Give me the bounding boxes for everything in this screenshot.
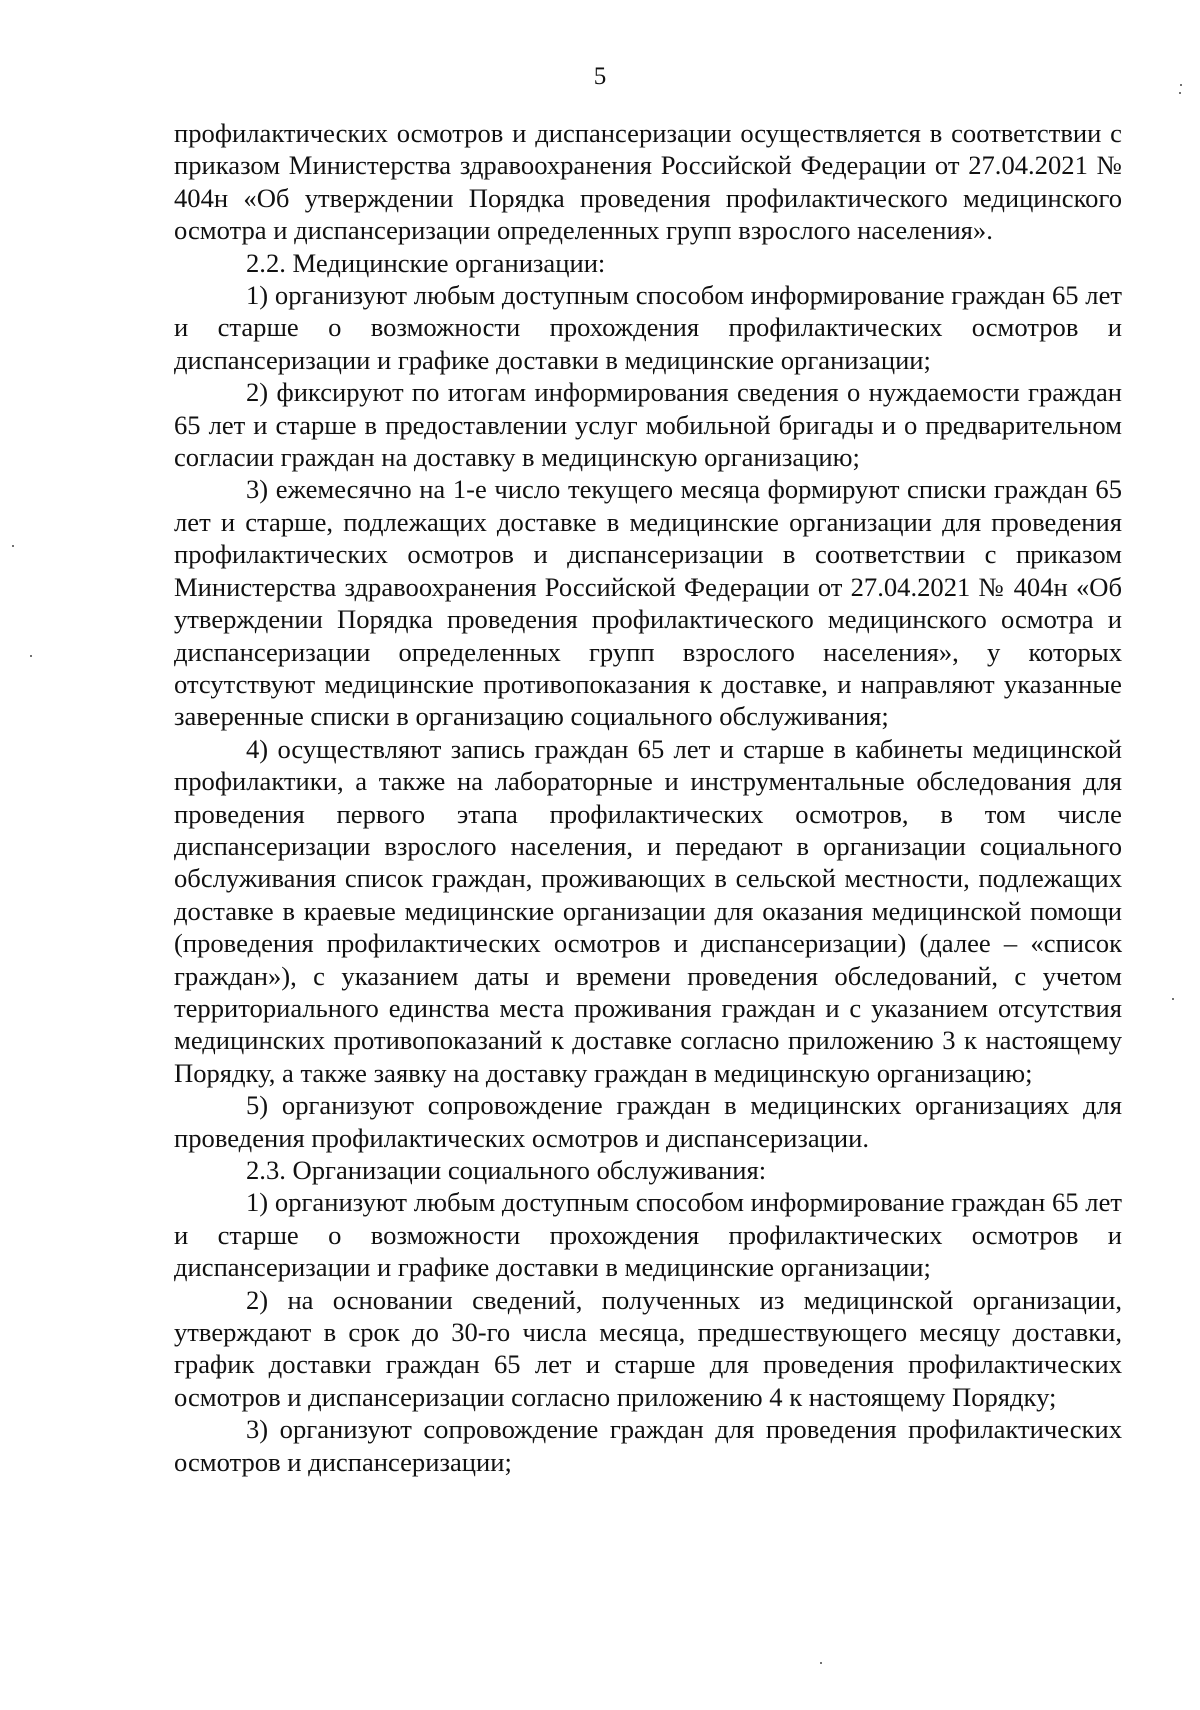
- list-item: 3) ежемесячно на 1-е число текущего месяца формируют списки граждан 65 лет и старше, подлежащих доставке в медицинские организации для проведения профилактических осмотров и диспансеризации в соответствии с приказом Министерства здравоохранения Российской Федерации от 27.04.2021 № 404н «Об утверждении Порядка проведения профилактического медицинского осмотра и диспансеризации определенных групп взрослого населения», у которых отсутствуют медицинские противопоказания к доставке, и направляют указанные заверенные списки в организацию социального обслуживания;: [174, 474, 1122, 732]
- paragraph-continuation: профилактических осмотров и диспансеризации осуществляется в соответствии с приказом Министерства здравоохранения Российской Федерации от 27.04.2021 № 404н «Об утверждении Порядка проведения профилактического медицинского осмотра и диспансеризации определенных групп взрослого населения».: [174, 118, 1122, 246]
- list-item: 2) фиксируют по итогам информирования сведения о нуждаемости граждан 65 лет и старше в предоставлении услуг мобильной бригады и о предварительном согласии граждан на доставку в медицинскую организацию;: [174, 377, 1122, 473]
- list-item: 1) организуют любым доступным способом информирование граждан 65 лет и старше о возможности прохождения профилактических осмотров и диспансеризации и графике доставки в медицинские организации;: [174, 280, 1122, 375]
- scan-speck: [820, 1662, 822, 1664]
- scan-speck: [30, 655, 32, 657]
- section-heading-2-2: 2.2. Медицинские организации:: [246, 247, 606, 278]
- section-heading-2-3: 2.3. Организации социального обслуживания:: [246, 1155, 767, 1185]
- list-item: 4) осуществляют запись граждан 65 лет и старше в кабинеты медицинской профилактики, а также на лабораторные и инструментальные обследования для проведения первого этапа профилактических осмотров, в том числе диспансеризации взрослого населения, и передают в организации социального обслуживания список граждан, проживающих в сельской местности, подлежащих доставке в краевые медицинские организации для оказания медицинской помощи (проведения профилактических осмотров и диспансеризации) (далее – «список граждан»), с указанием даты и времени проведения обследований, с учетом территориального единства места проживания граждан и с указанием отсутствия медицинских противопоказаний к доставке согласно приложению 3 к настоящему Порядку, а также заявку на доставку граждан в медицинскую организацию;: [174, 733, 1122, 1088]
- scan-speck: [1179, 92, 1181, 94]
- scan-speck: [1172, 998, 1174, 1000]
- list-item: 3) организуют сопровождение граждан для проведения профилактических осмотров и диспансеризации;: [174, 1414, 1122, 1477]
- list-item: 5) организуют сопровождение граждан в медицинских организациях для проведения профилактических осмотров и диспансеризации.: [174, 1090, 1122, 1153]
- scan-speck: [1180, 84, 1182, 86]
- list-item: 2) на основании сведений, полученных из медицинской организации, утверждают в срок до 30-го числа месяца, предшествующего месяцу доставки, график доставки граждан 65 лет и старше для проведения профилактических осмотров и диспансеризации согласно приложению 4 к настоящему Порядку;: [174, 1284, 1122, 1412]
- document-body: [174, 117, 1122, 1478]
- list-item: 1) организуют любым доступным способом информирование граждан 65 лет и старше о возможности прохождения профилактических осмотров и диспансеризации и графике доставки в медицинские организации;: [174, 1187, 1122, 1283]
- page-number: 5: [593, 63, 607, 90]
- scan-speck: [12, 545, 14, 547]
